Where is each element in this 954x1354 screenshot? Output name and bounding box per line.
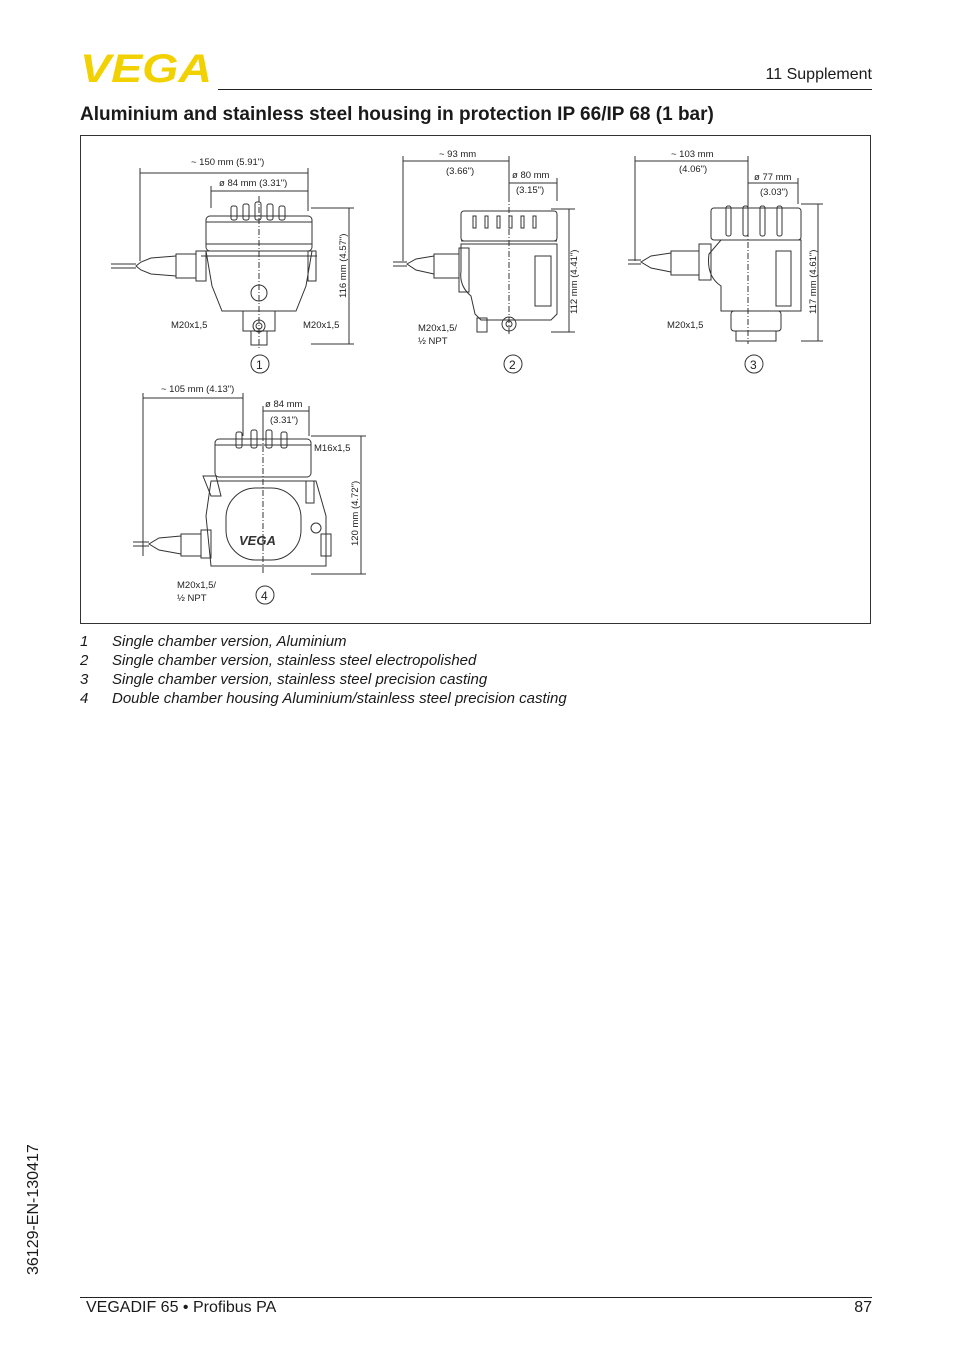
h1-thread-right: M20x1,5 [303,320,340,331]
footer-rule [80,1297,872,1298]
housing-drawing-figure [80,135,871,624]
h2-thread-label-1: M20x1,5/ [418,323,458,334]
h4-diameter-label-2: (3.31") [270,415,299,426]
legend-item [80,633,347,650]
h3-number: 3 [750,358,757,372]
h4-width-label: ~ 105 mm (4.13") [161,384,235,395]
legend-item [80,690,567,707]
legend-number: 1 [80,633,89,650]
legend-text: Double chamber housing Aluminium/stainless steel precision casting [112,690,567,707]
h4-thread-top-label: M16x1,5 [314,443,351,454]
legend-item [80,671,487,688]
h1-number: 1 [256,358,263,372]
vega-logo-text: VEGA [80,52,212,84]
header-rule [218,89,872,90]
legend-number: 4 [80,690,89,707]
housing-drawings [81,136,872,625]
h2-diameter-label-1: ø 80 mm [512,170,550,181]
vega-logo [80,52,214,84]
h4-housing-logo: VEGA [239,533,276,548]
section-heading: 11 Supplement [765,66,872,83]
footer-product: VEGADIF 65 • Profibus PA [86,1299,277,1316]
h4-thread-label-2: ½ NPT [177,593,207,604]
housing-3-drawing [628,156,823,344]
housing-2-drawing [393,156,575,336]
h1-width-label: ~ 150 mm (5.91") [191,157,265,168]
h2-thread-label-2: ½ NPT [418,336,448,347]
legend-number: 3 [80,671,89,688]
h1-height-label: 116 mm (4.57") [338,233,349,298]
h2-diameter-label-2: (3.15") [516,185,545,196]
legend-text: Single chamber version, Aluminium [112,633,347,650]
h3-diameter-label-1: ø 77 mm [754,172,792,183]
h1-thread-left: M20x1,5 [171,320,208,331]
h4-thread-label-1: M20x1,5/ [177,580,217,591]
h3-thread-label: M20x1,5 [667,320,704,331]
h4-diameter-label-1: ø 84 mm [265,399,303,410]
h2-height-label: 112 mm (4.41") [569,249,580,314]
legend-text: Single chamber version, stainless steel precision casting [112,671,488,688]
page-title: Aluminium and stainless steel housing in protection IP 66/IP 68 (1 bar) [80,104,714,125]
h3-diameter-label-2: (3.03") [760,187,789,198]
h3-width-label-1: ~ 103 mm [671,149,714,160]
h2-width-label-2: (3.66") [446,166,475,177]
page-number: 87 [854,1299,872,1316]
legend-item [80,652,476,669]
h2-width-label-1: ~ 93 mm [439,149,477,160]
h4-number: 4 [261,589,268,603]
document-number: 36129-EN-130417 [25,1144,42,1275]
h2-number: 2 [509,358,516,372]
h4-height-label: 120 mm (4.72") [350,480,361,546]
h3-width-label-2: (4.06") [679,164,708,175]
legend-number: 2 [80,652,89,669]
h3-height-label: 117 mm (4.61") [808,249,819,314]
h1-diameter-label: ø 84 mm (3.31") [219,178,288,189]
legend-text: Single chamber version, stainless steel electropolished [112,652,477,669]
